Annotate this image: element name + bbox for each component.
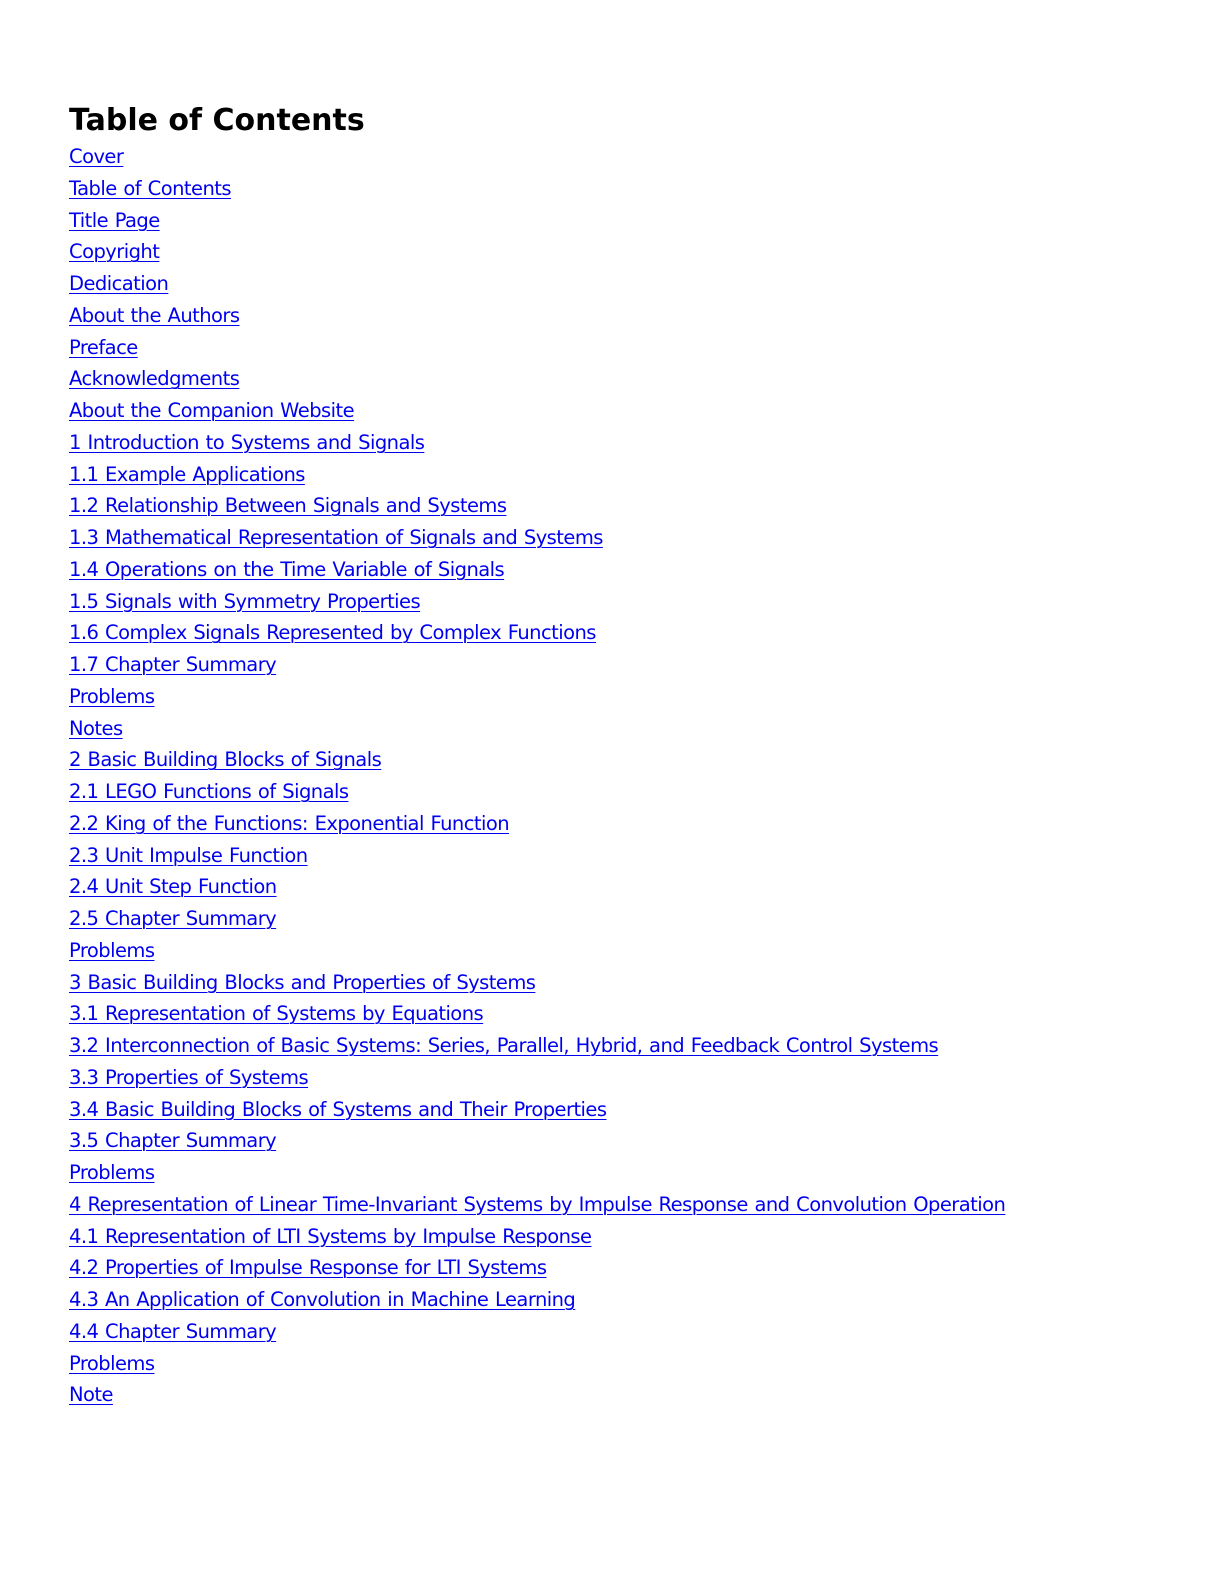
toc-link-section-4-4[interactable]: 4.4 Chapter Summary: [69, 1319, 277, 1343]
toc-link-notes-ch1[interactable]: Notes: [69, 716, 123, 740]
toc-item: [69, 236, 1189, 268]
toc-link-section-2-1[interactable]: 2.1 LEGO Functions of Signals: [69, 780, 349, 803]
toc-item: [69, 490, 1189, 522]
toc-item: [69, 1379, 1189, 1411]
toc-link-section-2-4[interactable]: 2.4 Unit Step Function: [69, 875, 277, 899]
toc-link-section-2-3[interactable]: 2.3 Unit Impulse Function: [69, 843, 308, 867]
toc-link-about-the-authors[interactable]: About the Authors: [69, 303, 240, 327]
toc-item: [69, 871, 1189, 903]
toc-item: [69, 427, 1189, 459]
toc-item: [69, 141, 1189, 173]
toc-item: [69, 586, 1189, 618]
toc-link-chapter-1[interactable]: 1 Introduction to Systems and Signals: [69, 430, 425, 454]
toc-item: [69, 1252, 1189, 1284]
toc-item: [69, 395, 1189, 427]
toc-item: [69, 935, 1189, 967]
toc-item: [69, 967, 1189, 999]
toc-item: [69, 998, 1189, 1030]
toc-link-section-4-3[interactable]: 4.3 An Application of Convolution in Machine Learning: [69, 1288, 576, 1311]
toc-link-section-1-1[interactable]: 1.1 Example Applications: [69, 462, 305, 486]
toc-item: [69, 1062, 1189, 1094]
toc-item: [69, 173, 1189, 205]
toc-list: [69, 141, 1189, 1411]
toc-item: [69, 1125, 1189, 1157]
toc-item: [69, 840, 1189, 872]
toc-link-title-page[interactable]: Title Page: [69, 208, 160, 232]
toc-item: [69, 332, 1189, 364]
toc-link-problems-ch1[interactable]: Problems: [69, 684, 155, 708]
toc-link-section-4-2[interactable]: 4.2 Properties of Impulse Response for LTI Systems: [69, 1256, 547, 1280]
toc-link-section-3-1[interactable]: 3.1 Representation of Systems by Equations: [69, 1002, 484, 1026]
toc-link-section-1-5[interactable]: 1.5 Signals with Symmetry Properties: [69, 589, 421, 613]
toc-item: [69, 363, 1189, 395]
toc-link-section-3-3[interactable]: 3.3 Properties of Systems: [69, 1065, 309, 1089]
toc-link-cover[interactable]: Cover: [69, 145, 124, 168]
toc-link-problems-ch3[interactable]: Problems: [69, 1161, 155, 1184]
toc-item: [69, 1030, 1189, 1062]
toc-item: [69, 808, 1189, 840]
toc-page: [69, 102, 1189, 1411]
toc-link-note-ch4[interactable]: Note: [69, 1383, 113, 1407]
toc-link-section-3-4[interactable]: 3.4 Basic Building Blocks of Systems and Their Properties: [69, 1097, 607, 1121]
toc-link-section-3-5[interactable]: 3.5 Chapter Summary: [69, 1129, 277, 1153]
toc-item: [69, 617, 1189, 649]
toc-item: [69, 300, 1189, 332]
toc-item: [69, 1157, 1189, 1189]
toc-item: [69, 681, 1189, 713]
toc-link-section-1-3[interactable]: 1.3 Mathematical Representation of Signals and Systems: [69, 526, 603, 549]
toc-item: [69, 1284, 1189, 1316]
toc-item: [69, 459, 1189, 491]
toc-item: [69, 522, 1189, 554]
toc-link-section-1-7[interactable]: 1.7 Chapter Summary: [69, 653, 277, 676]
toc-item: [69, 1094, 1189, 1126]
toc-link-chapter-4[interactable]: 4 Representation of Linear Time-Invariant Systems by Impulse Response and Convolution Operation: [69, 1192, 1006, 1216]
toc-item: [69, 776, 1189, 808]
toc-item: [69, 1189, 1189, 1221]
toc-link-chapter-2[interactable]: 2 Basic Building Blocks of Signals: [69, 748, 382, 772]
toc-link-section-4-1[interactable]: 4.1 Representation of LTI Systems by Impulse Response: [69, 1224, 592, 1248]
page-title: Table of Contents: [69, 103, 365, 138]
toc-link-section-2-5[interactable]: 2.5 Chapter Summary: [69, 907, 277, 930]
toc-link-problems-ch2[interactable]: Problems: [69, 938, 155, 962]
toc-item: [69, 205, 1189, 237]
toc-item: [69, 1221, 1189, 1253]
toc-item: [69, 713, 1189, 745]
toc-item: [69, 268, 1189, 300]
toc-link-companion-website[interactable]: About the Companion Website: [69, 399, 355, 422]
toc-link-preface[interactable]: Preface: [69, 335, 138, 359]
toc-link-dedication[interactable]: Dedication: [69, 272, 169, 295]
toc-link-section-1-2[interactable]: 1.2 Relationship Between Signals and Systems: [69, 494, 507, 518]
toc-item: [69, 744, 1189, 776]
toc-link-chapter-3[interactable]: 3 Basic Building Blocks and Properties of Systems: [69, 970, 536, 994]
toc-link-section-1-4[interactable]: 1.4 Operations on the Time Variable of Signals: [69, 557, 505, 581]
toc-link-section-3-2[interactable]: 3.2 Interconnection of Basic Systems: Series, Parallel, Hybrid, and Feedback Control Systems: [69, 1034, 939, 1057]
toc-link-section-1-6[interactable]: 1.6 Complex Signals Represented by Complex Functions: [69, 621, 596, 645]
toc-link-section-2-2[interactable]: 2.2 King of the Functions: Exponential Function: [69, 811, 510, 835]
toc-item: [69, 649, 1189, 681]
toc-link-table-of-contents[interactable]: Table of Contents: [69, 176, 231, 200]
toc-link-acknowledgments[interactable]: Acknowledgments: [69, 367, 240, 391]
toc-item: [69, 1348, 1189, 1380]
toc-item: [69, 903, 1189, 935]
toc-link-copyright[interactable]: Copyright: [69, 240, 160, 264]
toc-link-problems-ch4[interactable]: Problems: [69, 1351, 155, 1375]
toc-item: [69, 554, 1189, 586]
toc-item: [69, 1316, 1189, 1348]
